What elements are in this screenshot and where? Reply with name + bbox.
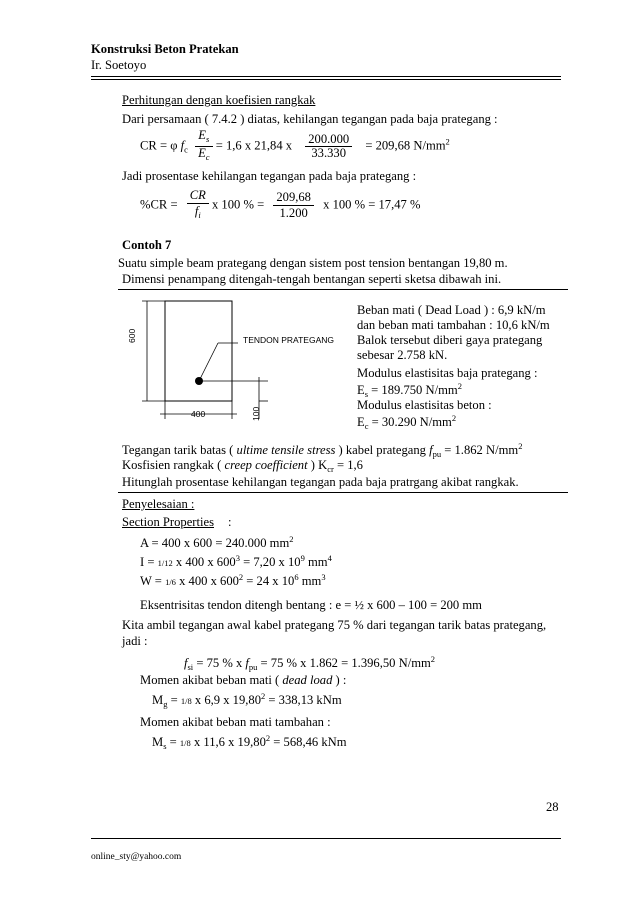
dead-load-line: Beban mati ( Dead Load ) : 6,9 kN/m: [357, 303, 546, 317]
sp-colon: :: [228, 515, 232, 529]
inertia-c: = 7,20 x 10: [239, 555, 301, 569]
es-label: Modulus elastisitas baja prategang :: [357, 366, 538, 380]
mg-label-a: Momen akibat beban mati (: [140, 673, 283, 687]
mg-c: x 6,9 x 19,80: [191, 693, 261, 707]
cr-frac2-num: 200.000: [305, 133, 352, 147]
creep-d: = 1,6: [333, 458, 363, 472]
modulus-sup3: 3: [321, 572, 326, 582]
ec-sub: c: [364, 421, 369, 431]
page-number: 28: [546, 800, 559, 814]
ec-sup: 2: [451, 413, 457, 423]
cr-fraction: [195, 129, 212, 164]
ms-a: M: [152, 735, 164, 749]
pct-frac-den: f: [194, 204, 199, 218]
cr-fc-sub: c: [184, 144, 188, 155]
inertia-d: mm: [304, 555, 328, 569]
cr-lhs: CR = φ: [140, 138, 178, 153]
fsi-sup: 2: [430, 654, 436, 664]
mg-a: M: [152, 693, 164, 707]
tensile-sup: 2: [518, 441, 523, 451]
task-rule: [118, 492, 568, 493]
area-line: [140, 534, 294, 551]
creep-intro: Dari persamaan ( 7.4.2 ) diatas, kehilangan tegangan pada baja prategang :: [122, 112, 498, 126]
ms-sup: 2: [265, 733, 271, 743]
pct-frac2-num: 209,68: [273, 190, 314, 206]
footer-email: online_sty@yahoo.com: [91, 852, 182, 862]
prestress-line-1: Balok tersebut diberi gaya prategang: [357, 333, 543, 347]
fsi-sub: si: [187, 662, 194, 672]
footer-rule: [91, 838, 561, 839]
cr-fc: f: [180, 138, 185, 153]
es-rest: = 189.750 N/mm: [368, 383, 458, 397]
example-heading: Contoh 7: [122, 238, 172, 252]
mg-label-c: ) :: [332, 673, 347, 687]
pct-fraction-2: [273, 190, 314, 221]
fsi-f: f: [184, 656, 188, 670]
sp-heading-text: Section Properties: [122, 515, 214, 529]
inertia-b: x 400 x 600: [172, 555, 236, 569]
cr-equation: [140, 129, 450, 164]
initial-line-1: Kita ambil tegangan awal kabel prategang 75 % dari tegangan tarik batas prategang,: [122, 618, 547, 632]
mg-b: =: [167, 693, 181, 707]
es-sub: s: [364, 389, 369, 399]
fsi-b: = 75 % x 1.862 = 1.396,50 N/mm: [257, 656, 431, 670]
solution-heading: Penyelesaian :: [122, 497, 195, 511]
prestress-line-2: sebesar 2.758 kN.: [357, 348, 448, 362]
inertia-a: I =: [140, 555, 158, 569]
mg-sup: 2: [261, 691, 266, 701]
cr-fraction-2: [305, 133, 352, 160]
modulus-sup2: 6: [294, 572, 299, 582]
es-symbol: E: [357, 383, 365, 397]
area-text: A = 400 x 600 = 240.000 mm: [140, 536, 290, 550]
height-label: 600: [127, 328, 137, 343]
inertia-frac: 1/12: [157, 558, 173, 568]
cr-mid: = 1,6 x 21,84 x: [215, 138, 293, 153]
tensile-f: f: [429, 443, 433, 457]
modulus-b: x 400 x 600: [175, 574, 239, 588]
modulus-d: mm: [298, 574, 322, 588]
creep-heading: Perhitungan dengan koefisien rangkak: [122, 93, 316, 107]
pct-mid: x 100 % =: [211, 197, 265, 212]
creep-coef-line: [122, 458, 363, 474]
inertia-sup3: 4: [327, 553, 332, 563]
tendon-leader: [199, 343, 218, 381]
cr-result: = 209,68 N/mm: [365, 138, 446, 153]
width-label: 400: [191, 409, 206, 419]
creep-sub: cr: [327, 464, 334, 474]
mg-sub: g: [163, 699, 168, 709]
initial-line-2: jadi :: [122, 634, 148, 648]
inertia-sup1: 3: [235, 553, 240, 563]
modulus-sup1: 2: [238, 572, 244, 582]
mg-d: = 338,13 kNm: [265, 693, 342, 707]
ms-d: = 568,46 kNm: [270, 735, 347, 749]
ecc-label: 100: [251, 406, 261, 421]
ms-c: x 11,6 x 19,80: [190, 735, 266, 749]
modulus-frac: 1/6: [165, 577, 176, 587]
cr-frac-num-sub: s: [206, 134, 210, 144]
inertia-sup2: 9: [300, 553, 305, 563]
section-rectangle: [165, 301, 232, 401]
mg-label-b: dead load: [282, 673, 333, 687]
tensile-c: ) kabel prategang: [335, 443, 430, 457]
example-line-2: Dimensi penampang ditengah-tengah bentangan seperti sketsa dibawah ini.: [122, 272, 502, 286]
creep-a: Kosfisien rangkak (: [122, 458, 225, 472]
tensile-d: = 1.862 N/mm: [441, 443, 519, 457]
task-line: Hitunglah prosentase kehilangan tegangan pada baja pratrgang akibat rangkak.: [122, 475, 519, 489]
ec-symbol: E: [357, 415, 365, 429]
mg-frac: 1/8: [180, 696, 192, 706]
super-dead-line: dan beban mati tambahan : 10,6 kN/m: [357, 318, 550, 332]
modulus-line: [140, 572, 326, 589]
ms-label: Momen akibat beban mati tambahan :: [140, 715, 331, 729]
tensile-b: ultime tensile stress: [236, 443, 336, 457]
fsi-line: [184, 654, 435, 672]
pct-frac2-den: 1.200: [279, 206, 308, 220]
pct-result: x 100 % = 17,47 %: [323, 197, 421, 212]
tensile-a: Tegangan tarik batas (: [122, 443, 237, 457]
creep-c: ) K: [307, 458, 328, 472]
ec-value: [357, 413, 456, 431]
cross-section-sketch: [120, 295, 360, 430]
es-value: [357, 381, 462, 399]
tensile-f-sub: pu: [432, 449, 442, 459]
cr-frac-den-sub: c: [205, 152, 210, 162]
pct-fraction: [187, 188, 209, 223]
inertia-line: [140, 553, 332, 570]
cr-frac2-den: 33.330: [311, 146, 347, 160]
cr-result-sup: 2: [445, 136, 450, 147]
pct-frac-den-sub: i: [198, 210, 201, 220]
tendon-label: TENDON PRATEGANG: [243, 335, 334, 345]
header-author: Ir. Soetoyo: [91, 58, 147, 72]
mg-label: [140, 673, 346, 688]
area-sup: 2: [289, 534, 294, 544]
ec-label: Modulus elastisitas beton :: [357, 398, 492, 412]
ms-line: [152, 733, 347, 751]
fsi-a: = 75 % x: [193, 656, 246, 670]
example-rule: [118, 289, 568, 290]
es-sup: 2: [457, 381, 462, 391]
section-props-heading: [122, 515, 232, 530]
mg-line: [152, 691, 342, 709]
pct-equation: [140, 188, 421, 223]
header-title: Konstruksi Beton Pratekan: [91, 42, 239, 56]
modulus-c: = 24 x 10: [243, 574, 295, 588]
creep-b: creep coefficient: [224, 458, 308, 472]
pct-lhs: %CR =: [140, 197, 178, 212]
ms-frac: 1/8: [179, 738, 191, 748]
example-line-1: Suatu simple beam prategang dengan sistem post tension bentangan 19,80 m.: [118, 256, 508, 270]
header-rule-2: [91, 79, 561, 80]
ms-b: =: [166, 735, 180, 749]
cr-frac-den: E: [198, 146, 206, 160]
ecc-line: Eksentrisitas tendon ditengh bentang : e = ½ x 600 – 100 = 200 mm: [140, 598, 482, 612]
ms-sub: s: [163, 741, 167, 751]
ec-rest: = 30.290 N/mm: [368, 415, 452, 429]
pct-frac-num: CR: [187, 188, 209, 204]
cr-frac-num: E: [198, 128, 206, 142]
pct-intro: Jadi prosentase kehilangan tegangan pada baja prategang :: [122, 169, 417, 183]
header-rule-1: [91, 76, 561, 77]
tensile-line: [122, 441, 522, 459]
fsi-f2: f: [245, 656, 249, 670]
fsi-sub2: pu: [248, 662, 258, 672]
modulus-a: W =: [140, 574, 166, 588]
